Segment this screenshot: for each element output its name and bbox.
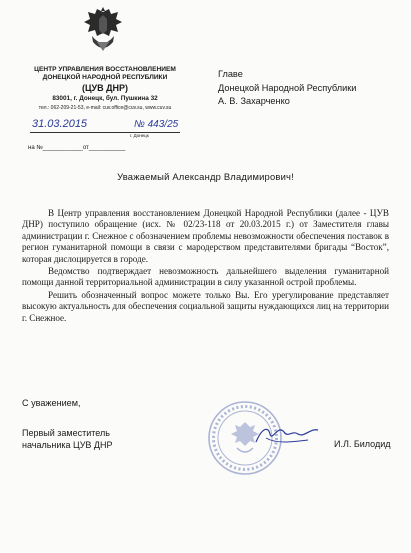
body-paragraph-2: Ведомство подтверждает невозможность дальнейшего выделения гуманитарной помощи данной территориальной администрации в силу указанной острой проблемы. — [22, 266, 389, 288]
signature-icon — [252, 420, 322, 450]
org-address: 83001, г. Донецк, бул. Пушкина 32 — [52, 95, 158, 102]
greeting: Уважаемый Александр Владимирович! — [117, 171, 294, 182]
organization-header — [24, 66, 186, 112]
signer-title-line1: Первый заместитель — [22, 428, 110, 438]
signer-title-line2: начальника ЦУВ ДНР — [22, 440, 113, 450]
body-paragraph-3: Решить обозначенный вопрос можете только Вы. Его урегулирование представляет высокую актуальность для обеспечения социальной защиты нуждающихся лиц на территории г. Снежное. — [22, 289, 389, 323]
org-name-line2: ДОНЕЦКОЙ НАРОДНОЙ РЕСПУБЛИКИ — [42, 74, 168, 81]
registration-date: 31.03.2015 — [32, 118, 88, 130]
reference-from: от — [82, 145, 89, 151]
addressee-line1: Главе — [218, 69, 243, 79]
registration-line — [30, 118, 180, 138]
signer-block — [22, 427, 113, 451]
body-paragraph-1: В Центр управления восстановлением Донецкой Народной Республики (далее - ЦУВ ДНР) поступило обращение (исх. № 02/23-118 от 20.03.2015 г.) от Заместителя главы администрации г. Снежное с обозначением проблемы невозможности обеспечения поставок в регион гуманитарной помощи в связи с мародерством представителями бригады “Восток”, которая дислоцируется в городе. — [22, 208, 389, 264]
addressee-line2: Донецкой Народной Республики — [218, 82, 357, 93]
coat-of-arms-icon — [83, 6, 123, 56]
signer-name: И.Л. Билодид — [334, 439, 391, 449]
registration-number: № 443/25 — [134, 119, 179, 130]
closing: С уважением, — [22, 398, 81, 408]
org-abbreviation: (ЦУВ ДНР) — [81, 83, 129, 93]
org-name-line1: ЦЕНТР УПРАВЛЕНИЯ ВОССТАНОВЛЕНИЕМ — [34, 66, 176, 73]
reference-prefix: на № — [28, 145, 43, 151]
org-contacts: тел.: 062-209-21-53, e-mail: cuv.office@cuv.su, www.cuv.su — [38, 105, 172, 111]
letter-body — [22, 208, 389, 324]
city-label: г. Донецк — [130, 133, 149, 138]
addressee-block — [218, 68, 356, 109]
addressee-line3: А. В. Захарченко — [218, 96, 290, 106]
reference-line: на №____________от___________ — [28, 145, 126, 151]
registration-rule — [30, 132, 180, 133]
